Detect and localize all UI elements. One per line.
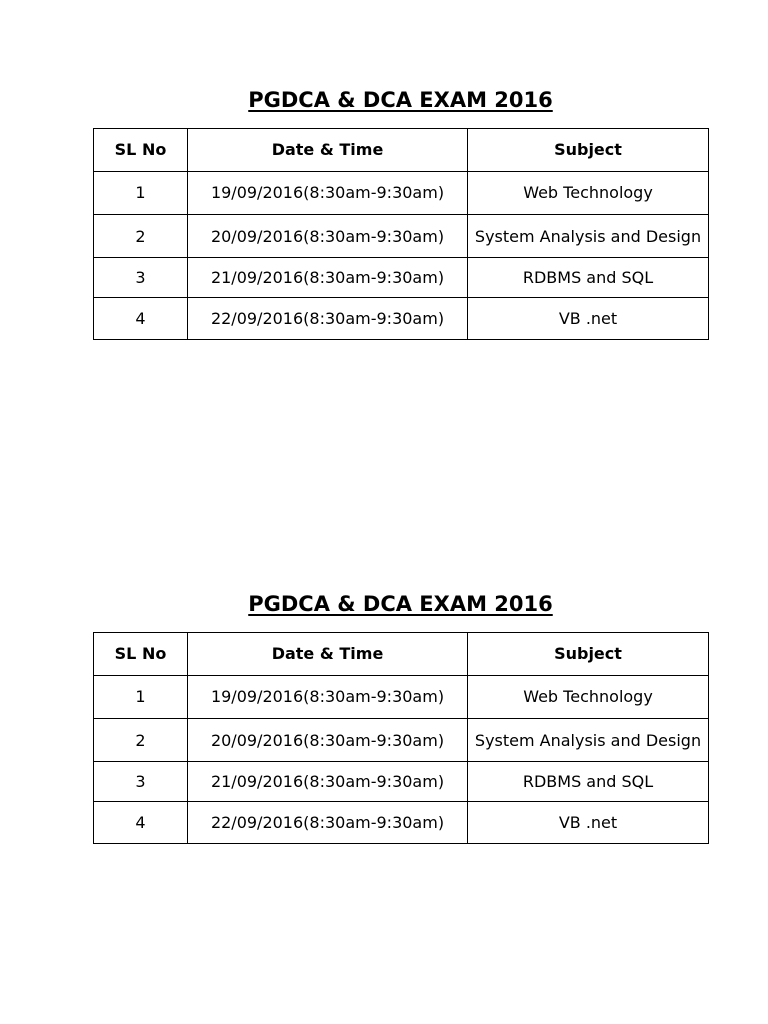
cell-sl-no: 2 — [94, 719, 188, 762]
cell-subject: Web Technology — [468, 172, 709, 215]
header-sl-no: SL No — [94, 633, 188, 676]
cell-date-time: 22/09/2016(8:30am-9:30am) — [188, 802, 468, 844]
table-row — [94, 802, 709, 844]
exam-schedule-section-1 — [93, 86, 708, 340]
cell-subject: System Analysis and Design — [468, 719, 709, 762]
cell-sl-no: 4 — [94, 802, 188, 844]
header-subject: Subject — [468, 129, 709, 172]
table-row — [94, 172, 709, 215]
exam-schedule-section-2 — [93, 590, 708, 844]
table-row — [94, 215, 709, 258]
table-row — [94, 298, 709, 340]
table-header-row — [94, 129, 709, 172]
cell-date-time: 19/09/2016(8:30am-9:30am) — [188, 676, 468, 719]
cell-date-time: 20/09/2016(8:30am-9:30am) — [188, 215, 468, 258]
cell-subject: RDBMS and SQL — [468, 258, 709, 298]
table-header-row — [94, 633, 709, 676]
cell-sl-no: 4 — [94, 298, 188, 340]
table-row — [94, 676, 709, 719]
cell-subject: System Analysis and Design — [468, 215, 709, 258]
cell-sl-no: 3 — [94, 258, 188, 298]
cell-date-time: 19/09/2016(8:30am-9:30am) — [188, 172, 468, 215]
exam-title: PGDCA & DCA EXAM 2016 — [248, 88, 553, 112]
table-row — [94, 762, 709, 802]
cell-subject: Web Technology — [468, 676, 709, 719]
table-row — [94, 719, 709, 762]
header-sl-no: SL No — [94, 129, 188, 172]
cell-sl-no: 3 — [94, 762, 188, 802]
cell-sl-no: 2 — [94, 215, 188, 258]
cell-date-time: 22/09/2016(8:30am-9:30am) — [188, 298, 468, 340]
table-row — [94, 258, 709, 298]
header-date-time: Date & Time — [188, 633, 468, 676]
exam-title: PGDCA & DCA EXAM 2016 — [248, 592, 553, 616]
cell-date-time: 21/09/2016(8:30am-9:30am) — [188, 258, 468, 298]
cell-subject: RDBMS and SQL — [468, 762, 709, 802]
exam-schedule-table — [93, 128, 709, 340]
cell-date-time: 21/09/2016(8:30am-9:30am) — [188, 762, 468, 802]
header-date-time: Date & Time — [188, 129, 468, 172]
cell-date-time: 20/09/2016(8:30am-9:30am) — [188, 719, 468, 762]
cell-sl-no: 1 — [94, 676, 188, 719]
cell-sl-no: 1 — [94, 172, 188, 215]
cell-subject: VB .net — [468, 802, 709, 844]
exam-schedule-table — [93, 632, 709, 844]
header-subject: Subject — [468, 633, 709, 676]
cell-subject: VB .net — [468, 298, 709, 340]
